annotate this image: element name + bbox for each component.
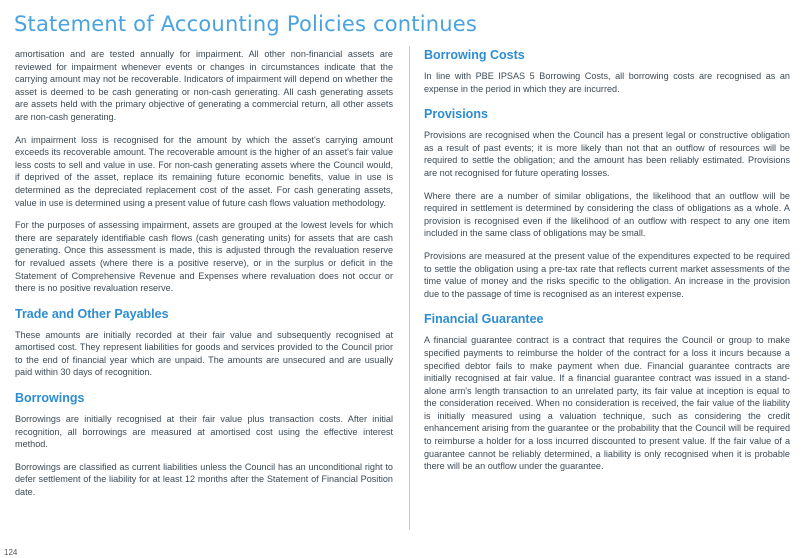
paragraph-borrowings-classification: Borrowings are classified as current liabilities unless the Council has an unconditional right to defer settlement of the liability for at least 12 months after the Statement of Financial Position date.: [15, 461, 393, 498]
paragraph-borrowings-recognition: Borrowings are initially recognised at their fair value plus transaction costs. After initial recognition, all borrowings are measured at amortised cost using the effective interest method.: [15, 414, 393, 450]
heading-financial-guarantee: Financial Guarantee: [424, 312, 544, 327]
column-divider: [409, 46, 410, 530]
left-column: [15, 48, 393, 509]
right-column: [424, 48, 790, 483]
paragraph-provisions-recognition: Provisions are recognised when the Council has a present legal or constructive obligation as a result of past events; it is more likely than not that an outflow of resources will be required to settle the obligation; and the amount has been reliably estimated. Provisions are not recognised for future operating losses.: [424, 130, 790, 178]
paragraph-provisions-similar: Where there are a number of similar obligations, the likelihood that an outflow will be required in settlement is determined by considering the class of obligations as a whole. A provision is recognised even if the likelihood of an outflow with respect to any one item included in the same class of obligations may be small.: [424, 190, 790, 239]
paragraph-financial-guarantee: A financial guarantee contract is a contract that requires the Council or group to make specified payments to reimburse the holder of the contract for a loss it incurs because a specified debtor fails to make payment when due. Financial guarantee contracts are initially recognised at fair value. If a financial guarantee contract was issued in a stand-alone arm's length transaction to an unrelated party, its fair value at inception is equal to the consideration received. When no consideration is received, the fair value of the liability is initially measured using a valuation technique, such as considering the credit enhancement arising from the guarantee or the probability that the Council will be required to reimburse a holder for a loss incurred discounted to present value. If the fair value of a guarantee cannot be reliably determined, a liability is only recognised when it is probable there will be an outflow under the guarantee.: [424, 335, 790, 472]
paragraph-borrowing-costs: In line with PBE IPSAS 5 Borrowing Costs, all borrowing costs are recognised as an expense in the period in which they are incurred.: [424, 71, 790, 94]
paragraph-impairment-grouping: For the purposes of assessing impairment, assets are grouped at the lowest levels for which there are separately identifiable cash flows (cash generating units) for assets that are cash generating. Once this assessment is made, this is adjusted through the revaluation reserve for revalued assets (where there is a positive reserve), or in the surplus or deficit in the Statement of Comprehensive Revenue and Expenses where revaluation does not occur or there is no positive revaluation reserve.: [15, 220, 393, 294]
page-number: 124: [4, 548, 18, 557]
heading-provisions: Provisions: [424, 107, 488, 122]
paragraph-impairment-loss: An impairment loss is recognised for the amount by which the asset's carrying amount exceeds its recoverable amount. The recoverable amount is the higher of an asset's fair value less costs to sell and value in use. For non-cash generating assets where the Council would, if deprived of the asset, replace its remaining future economic benefits, value in use is determined as the depreciated replacement cost of the asset. For cash generating assets, value in use is determined using a present value of future cash flows valuation methodology.: [15, 134, 393, 208]
heading-borrowings: Borrowings: [15, 391, 85, 406]
paragraph-trade-payables: These amounts are initially recorded at their fair value and subsequently recognised at amortised cost. They represent liabilities for goods and services provided to the Council prior to the end of financial year which are unpaid. The amounts are unsecured and are usually paid within 30 days of recognition.: [15, 329, 393, 378]
heading-borrowing-costs: Borrowing Costs: [424, 48, 525, 62]
heading-trade-payables: Trade and Other Payables: [15, 306, 169, 321]
page-title: Statement of Accounting Policies continues: [14, 12, 478, 36]
paragraph-provisions-measurement: Provisions are measured at the present value of the expenditures expected to be required to settle the obligation using a pre-tax rate that reflects current market assessments of the time value of money and the risks specific to the obligation. An increase in the provision due to the passage of time is recognised as an interest expense.: [424, 250, 790, 299]
paragraph-impairment-intro: amortisation and are tested annually for impairment. All other non-financial assets are reviewed for impairment whenever events or changes in circumstances indicate that the carrying amount may not be recoverable. Indicators of impairment will depend on whether the asset is deemed to be cash generating or non-cash generating. All cash generating assets are assets held with the primary objective of generating a commercial return, all other assets are non-cash generating.: [15, 49, 393, 122]
